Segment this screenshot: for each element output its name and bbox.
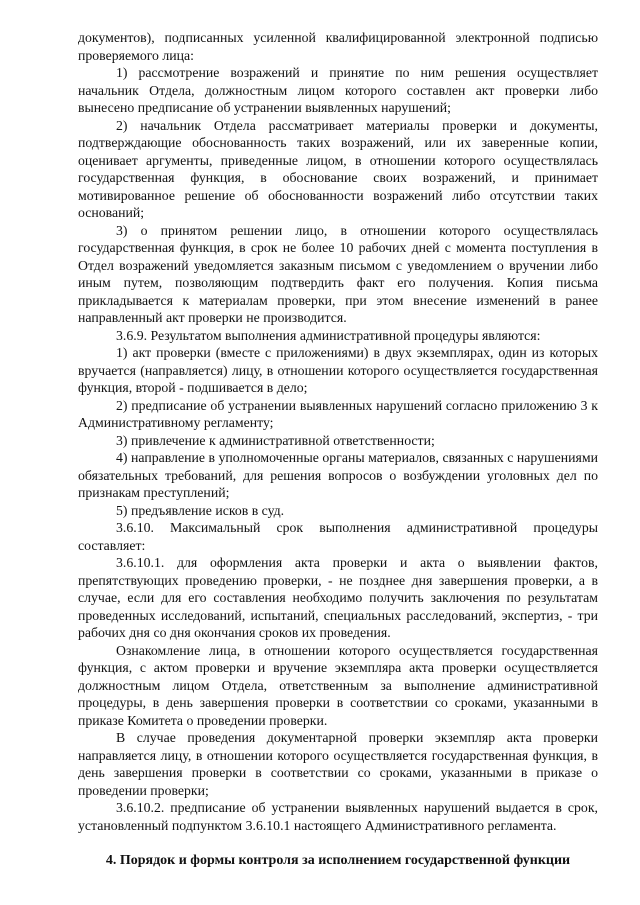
paragraph-item-2: 2) начальник Отдела рассматривает материалы проверки и документы, подтверждающие обоснованность таких возражений, или их заверенные копии, оценивает аргументы, приведенные лицом, в отношении которого осуществлялась государственная функция, в обоснование своих возражений, и принимает мотивированное решение об обоснованности возражений либо отсутствии таких оснований; — [78, 117, 598, 220]
paragraph-continuation: документов), подписанных усиленной квалифицированной электронной подписью проверяемого лица: — [78, 30, 598, 63]
paragraph-3-6-10-2: 3.6.10.2. предписание об устранении выявленных нарушений выдается в срок, установленный подпунктом 3.6.10.1 настоящего Административного регламента. — [78, 800, 598, 833]
section-heading: 4. Порядок и формы контроля за исполнением государственной функции — [105, 853, 571, 868]
paragraph-result-4: 4) направление в уполномоченные органы материалов, связанных с нарушениями обязательных требований, для решения вопросов о возбуждении уголовных дел по признакам преступлений; — [78, 450, 598, 500]
paragraph-documentary-check: В случае проведения документарной проверки экземпляр акта проверки направляется лицу, в отношении которого осуществляется государственная функция, в день завершения проверки в соответствии со сроками, указанными в приказе о проведении проверки; — [78, 730, 598, 798]
paragraph-result-5: 5) предъявление исков в суд. — [116, 502, 285, 518]
paragraph-3-6-9: 3.6.9. Результатом выполнения административной процедуры являются: — [116, 327, 541, 343]
paragraph-result-1: 1) акт проверки (вместе с приложениями) в двух экземплярах, один из которых вручается (направляется) лицу, в отношении которого осуществляется государственная функция, второй - подшивается в дело; — [78, 345, 598, 395]
paragraph-3-6-10-1: 3.6.10.1. для оформления акта проверки и акта о выявлении фактов, препятствующих проведению проверки, - не позднее дня завершения проверки, а в случае, если для его составления необходимо получить заключения по результатам проведенных исследований, испытаний, специальных расследований, экспертиз, - три рабочих дня со дня окончания сроков их проведения. — [78, 555, 598, 640]
paragraph-familiarization: Ознакомление лица, в отношении которого осуществляется государственная функция, с актом проверки и вручение экземпляра акта проверки осуществляется должностным лицом Отдела, ответственным за выполнение административной процедуры, в день завершения проверки в соответствии со сроками, указанными в приказе Комитета о проведении проверки. — [78, 642, 598, 728]
paragraph-item-1: 1) рассмотрение возражений и принятие по ним решения осуществляет начальник Отдела, должностным лицом которого составлен акт проверки либо вынесено предписание об устранении выявленных нарушений; — [78, 65, 598, 115]
paragraph-result-3: 3) привлечение к административной ответственности; — [116, 432, 435, 448]
paragraph-result-2: 2) предписание об устранении выявленных нарушений согласно приложению 3 к Административному регламенту; — [78, 397, 598, 430]
paragraph-3-6-10: 3.6.10. Максимальный срок выполнения административной процедуры составляет: — [78, 520, 598, 553]
document-page — [78, 29, 598, 870]
paragraph-item-3: 3) о принятом решении лицо, в отношении которого осуществлялась государственная функция, в срок не более 10 рабочих дней с момента поступления в Отдел возражений уведомляется заказным письмом с уведомлением о вручении либо иным путем, позволяющим подтвердить факт его получения. Копия письма прикладывается к материалам проверки, при этом внесение изменений в ранее направленный акт проверки не производится. — [78, 222, 598, 325]
